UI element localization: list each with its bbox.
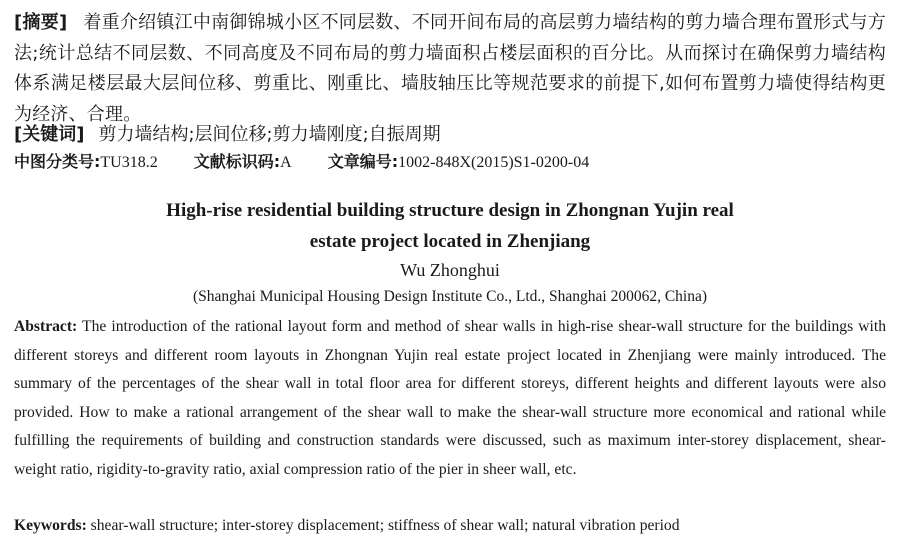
chinese-abstract-label: [摘要] — [14, 12, 68, 33]
chinese-keywords-text: 剪力墙结构;层间位移;剪力墙刚度;自振周期 — [98, 124, 441, 145]
english-abstract-label: Abstract: — [14, 318, 78, 335]
english-keywords — [14, 514, 886, 538]
english-keywords-text: shear-wall structure; inter-storey displacement; stiffness of shear wall; natural vibration period — [86, 517, 680, 534]
author-affiliation: (Shanghai Municipal Housing Design Institute Co., Ltd., Shanghai 200062, China) — [192, 288, 708, 305]
english-title-line-1: High-rise residential building structure design in Zhongnan Yujin real — [166, 200, 734, 221]
chinese-keywords-label: [关键词] — [14, 124, 85, 145]
english-abstract-text: The introduction of the rational layout form and method of shear walls in high-rise shear-wall structure for the buildings with different storeys and different room layouts in Zhongnan Yujin real estate project located in Zhenjiang were mainly introduced. The summary of the percentages of the shear wall in total floor area for different storeys, different heights and different layouts were also provided. How to make a rational arrangement of the shear wall to make the shear-wall structure more economical and rational while fulfilling the requirements of building and construction standards were discussed, such as maximum inter-storey displacement, shear-weight ratio, rigidity-to-gravity ratio, axial compression ratio of the pier in sheer wall, etc. — [14, 318, 886, 478]
chinese-abstract-text: 着重介绍镇江中南御锦城小区不同层数、不同开间布局的高层剪力墙结构的剪力墙合理布置形式与方法;统计总结不同层数、不同高度及不同布局的剪力墙面积占楼层面积的百分比。从而探讨在确保剪力墙结构体系满足楼层最大层间位移、剪重比、刚重比、墙肢轴压比等规范要求的前提下,如何布置剪力墙使得结构更为经济、合理。 — [14, 12, 886, 125]
author-name: Wu Zhonghui — [400, 260, 500, 280]
chinese-abstract — [14, 8, 886, 130]
classification-info — [14, 150, 886, 175]
english-abstract — [14, 313, 886, 485]
english-keywords-label: Keywords: — [14, 517, 87, 534]
article-number-label: 文章编号: — [327, 152, 399, 171]
clc-value: TU318.2 — [100, 154, 158, 171]
clc-number — [14, 150, 158, 175]
article-number-value: 1002-848X(2015)S1-0200-04 — [398, 154, 590, 171]
document-code-value: A — [280, 154, 292, 171]
english-title — [0, 195, 900, 257]
document-code — [194, 150, 292, 175]
clc-label: 中图分类号: — [14, 152, 101, 171]
english-title-line-2: estate project located in Zhenjiang — [309, 231, 591, 252]
document-code-label: 文献标识码: — [193, 152, 281, 171]
article-number — [328, 150, 590, 175]
chinese-keywords — [14, 122, 886, 148]
